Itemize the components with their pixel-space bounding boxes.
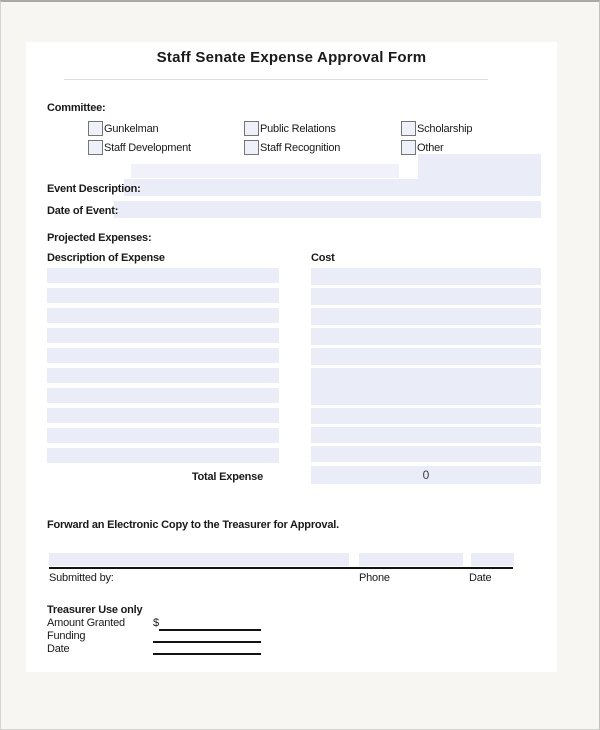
funding-label: Funding <box>47 630 86 642</box>
date-label: Date <box>469 572 492 584</box>
page-title: Staff Senate Expense Approval Form <box>156 49 427 66</box>
checkbox-public-relations[interactable] <box>244 121 336 136</box>
signature-date-field[interactable] <box>471 553 514 566</box>
date-of-event-label: Date of Event: <box>47 205 119 217</box>
checkbox-label: Other <box>417 142 444 154</box>
treasurer-date-line[interactable] <box>153 653 261 655</box>
expense-cost-row[interactable] <box>311 427 541 443</box>
expense-description-row[interactable] <box>47 268 279 283</box>
expense-description-row[interactable] <box>47 448 279 463</box>
expense-cost-row[interactable] <box>311 348 541 365</box>
checkbox-box[interactable] <box>244 140 259 155</box>
other-input-field[interactable] <box>418 154 541 179</box>
dollar-sign: $ <box>153 617 159 629</box>
checkbox-box[interactable] <box>88 121 103 136</box>
checkbox-box[interactable] <box>88 140 103 155</box>
checkbox-staff-recognition[interactable] <box>244 140 340 155</box>
submitted-by-field[interactable] <box>49 553 349 566</box>
expense-cost-row[interactable] <box>311 408 541 424</box>
funding-line[interactable] <box>153 641 261 643</box>
total-expense-field: 0 <box>311 466 541 484</box>
treasurer-heading: Treasurer Use only <box>47 604 143 616</box>
checkbox-other[interactable] <box>401 140 444 155</box>
expense-cost-row[interactable] <box>311 368 541 405</box>
event-description-field[interactable] <box>124 179 541 196</box>
projected-expenses-label: Projected Expenses: <box>47 232 152 244</box>
checkbox-label: Staff Development <box>104 142 191 154</box>
checkbox-label: Public Relations <box>260 123 336 135</box>
committee-row-band <box>131 164 399 178</box>
signature-line <box>49 567 513 569</box>
checkbox-scholarship[interactable] <box>401 121 472 136</box>
expense-description-row[interactable] <box>47 348 279 363</box>
phone-field[interactable] <box>359 553 463 566</box>
cost-header: Cost <box>311 252 335 264</box>
checkbox-label: Gunkelman <box>104 123 159 135</box>
committee-label: Committee: <box>47 102 106 114</box>
phone-label: Phone <box>359 572 390 584</box>
forward-note: Forward an Electronic Copy to the Treasurer for Approval. <box>47 519 339 531</box>
expense-description-row[interactable] <box>47 328 279 343</box>
expense-description-row[interactable] <box>47 388 279 403</box>
expense-description-row[interactable] <box>47 288 279 303</box>
title-divider <box>64 79 488 80</box>
date-of-event-field[interactable] <box>114 201 541 218</box>
total-expense-label: Total Expense <box>191 471 263 483</box>
expense-cost-row[interactable] <box>311 328 541 345</box>
checkbox-box[interactable] <box>401 121 416 136</box>
checkbox-staff-development[interactable] <box>88 140 191 155</box>
expense-cost-row[interactable] <box>311 268 541 285</box>
checkbox-box[interactable] <box>244 121 259 136</box>
expense-cost-row[interactable] <box>311 446 541 462</box>
amount-granted-label: Amount Granted <box>47 617 125 629</box>
amount-granted-line[interactable] <box>159 629 261 631</box>
expense-cost-row[interactable] <box>311 308 541 325</box>
treasurer-date-label: Date <box>47 643 70 655</box>
checkbox-label: Scholarship <box>417 123 473 135</box>
description-of-expense-header: Description of Expense <box>47 252 165 264</box>
expense-description-row[interactable] <box>47 308 279 323</box>
checkbox-label: Staff Recognition <box>260 142 341 154</box>
submitted-by-label: Submitted by: <box>49 572 114 584</box>
expense-description-row[interactable] <box>47 428 279 443</box>
expense-description-row[interactable] <box>47 368 279 383</box>
checkbox-box[interactable] <box>401 140 416 155</box>
expense-description-row[interactable] <box>47 408 279 423</box>
checkbox-gunkelman[interactable] <box>88 121 158 136</box>
event-description-label: Event Description: <box>47 183 141 195</box>
expense-cost-row[interactable] <box>311 288 541 305</box>
